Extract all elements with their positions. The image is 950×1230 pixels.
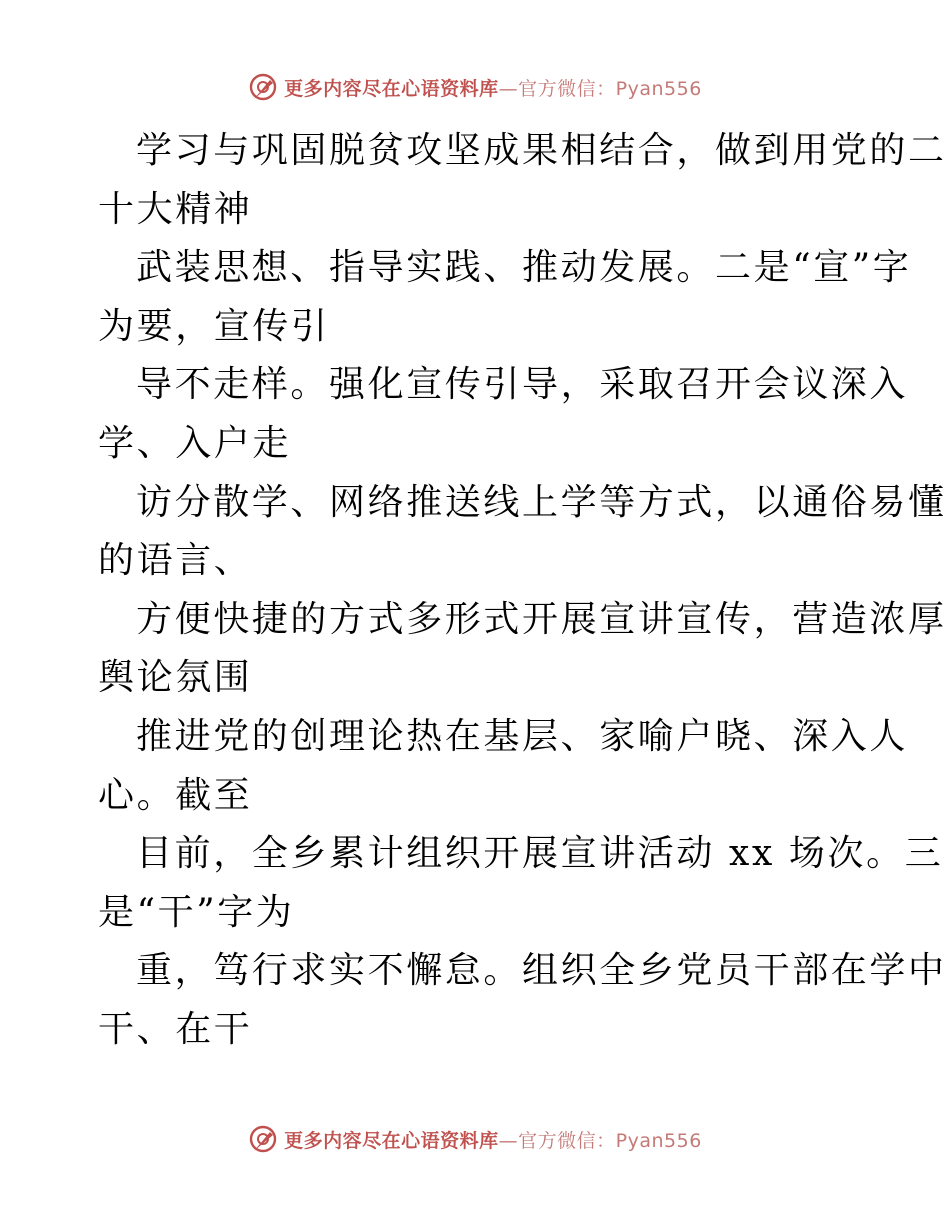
text-line: 导不走样。强化宣传引导，采取召开会议深入 [136,364,909,406]
text-line: 访分散学、网络推送线上学等方式，以通俗易懂 [136,481,947,523]
text-line: 武装思想、指导实践、推动发展。二是“宣”字 [136,247,912,289]
footer-watermark [0,1124,950,1154]
text-line: 是“干”字为 [98,891,295,933]
quill-pen-circle-icon [248,1124,278,1154]
watermark-text: 更多内容尽在心语资料库—官方微信：Pyan556 [284,77,702,100]
text-line: 的语言、 [98,540,253,582]
watermark-text: 更多内容尽在心语资料库—官方微信：Pyan556 [284,1129,702,1152]
text-line: 十大精神 [98,188,253,230]
text-line: 目前，全乡累计组织开展宣讲活动 xx 场次。三 [136,833,944,875]
text-line: 学习与巩固脱贫攻坚成果相结合，做到用党的二 [136,130,947,171]
header-watermark [0,72,950,102]
text-line: 推进党的创理论热在基层、家喻户晓、深入人 [136,715,909,757]
text-line: 学、入户走 [98,422,292,464]
document-body [98,122,947,1060]
text-line: 心。截至 [98,774,253,816]
text-line: 重，笃行求实不懈怠。组织全乡党员干部在学中 [136,950,947,992]
text-line: 方便快捷的方式多形式开展宣讲宣传，营造浓厚 [136,598,947,640]
text-line: 舆论氛围 [98,657,253,699]
text-line: 干、在干 [98,1008,253,1050]
quill-pen-circle-icon [248,72,278,102]
text-line: 为要，宣传引 [98,305,330,347]
